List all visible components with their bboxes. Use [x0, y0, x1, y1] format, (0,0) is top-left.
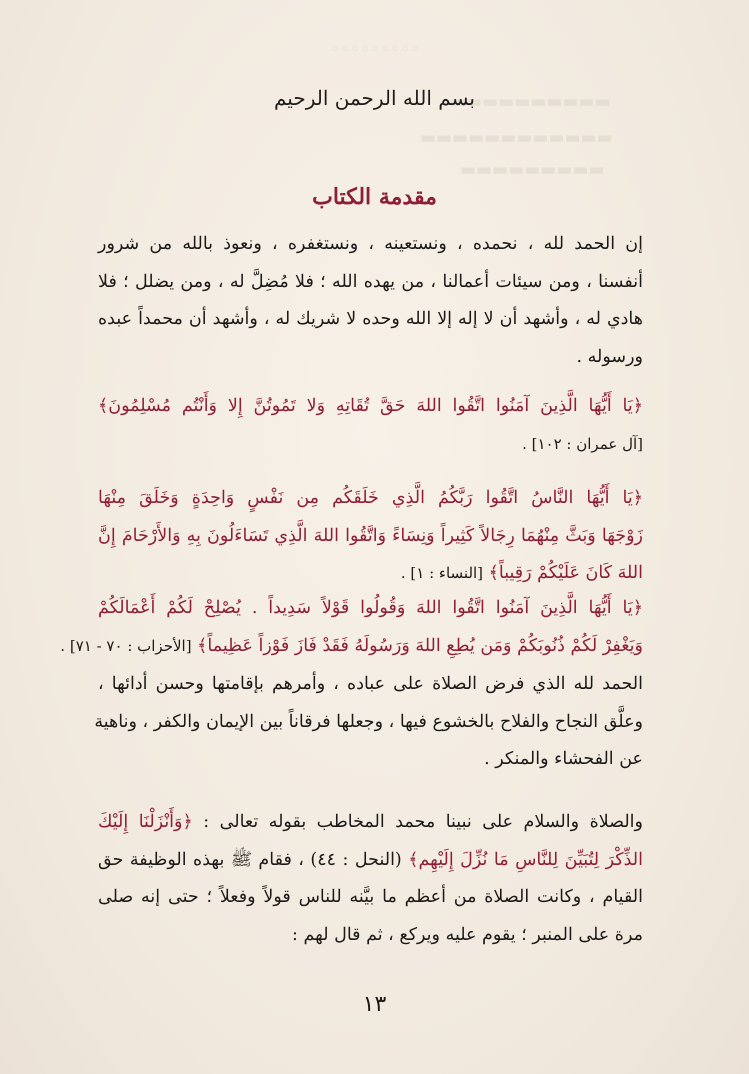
text-line: أنفسنا ، ومن سيئات أعمالنا ، من يهده الله ؛ فلا مُضِلَّ له ، ومن يضلل ؛ فلا — [98, 271, 643, 292]
text-line-with-verse — [98, 842, 643, 880]
verse-line-with-reference — [60, 628, 643, 666]
salutation-paragraph — [98, 804, 643, 954]
verse-reference: [آل عمران : ١٠٢] . — [522, 434, 643, 453]
page-number: ١٣ — [362, 992, 387, 1017]
text-line: الحمد لله الذي فرض الصلاة على عباده ، وأمرهم بإقامتها وحسن أدائها ، — [98, 674, 643, 694]
text-line: القيام ، وكانت الصلاة من أعظم ما بيَّنه للناس قولاً وفعلاً ؛ حتى إنه صلى — [98, 887, 643, 907]
text-line-with-verse — [98, 804, 643, 842]
verse-text: الذِّكْرَ لِتُبَيِّنَ لِلنَّاسِ مَا نُزِّلَ إِلَيْهِم﴾ — [408, 849, 643, 870]
text-line: إن الحمد لله ، نحمده ، ونستعينه ، ونستغفره ، ونعوذ بالله من شرور — [98, 234, 643, 254]
basmala: بسم الله الرحمن الرحيم — [273, 86, 475, 110]
verse-al-imran — [98, 388, 643, 463]
text-line: وعلَّق النجاح والفلاح بالخشوع فيها ، وجعلها فرقاناً بين الإيمان والكفر ، وناهية — [94, 711, 643, 732]
opening-paragraph — [98, 226, 643, 376]
text-line: مرة على المنبر ؛ يقوم عليه ويركع ، ثم قال لهم : — [292, 924, 643, 945]
verse-reference: [الأحزاب : ٧٠ - ٧١] . — [60, 636, 192, 655]
bleed-through-text: ▬▬▬▬▬▬▬▬▬ — [460, 160, 605, 180]
prayer-paragraph — [94, 666, 643, 779]
text-line: هادي له ، وأشهد أن لا إله إلا الله وحده لا شريك له ، وأشهد أن محمداً عبده — [98, 309, 643, 329]
section-title: مقدمة الكتاب — [312, 184, 437, 210]
bleed-through-text: ◦◦◦◦◦◦◦◦◦ — [330, 40, 421, 60]
verse-reference: [النساء : ١] . — [400, 564, 484, 582]
text-line: عن الفحشاء والمنكر . — [484, 749, 643, 769]
verse-al-ahzab — [60, 590, 643, 665]
verse-line: ﴿يَا أَيُّهَا النَّاسُ اتَّقُوا رَبَّكُمُ الَّذِي خَلَقَكُم مِن نَفْسٍ وَاحِدَةٍ وَخَلَقَ مِنْهَا — [98, 488, 643, 508]
text-run: والصلاة والسلام على نبينا محمد المخاطب بقوله تعالى : — [203, 812, 643, 832]
text-run: (النحل : ٤٤) ، فقام ﷺ بهذه الوظيفة حق — [98, 849, 402, 870]
verse-text: ﴿وَأَنْزَلْنَا إِلَيْكَ — [98, 812, 193, 832]
text-line: ورسوله . — [576, 346, 643, 367]
verse-text: اللهَ كَانَ عَلَيْكُمْ رَقِيباً﴾ — [488, 563, 643, 583]
verse-line: ﴿يَا أَيُّهَا الَّذِينَ آمَنُوا اتَّقُوا اللهَ حَقَّ تُقَاتِهِ وَلا تَمُوتُنَّ إِلا وَأَنْتُم مُسْلِمُونَ﴾ — [98, 396, 643, 416]
bleed-through-text: ▬▬▬▬▬▬▬▬▬▬ — [450, 92, 611, 112]
verse-line: زَوْجَهَا وَبَثَّ مِنْهُمَا رِجَالاً كَثِيراً وَنِسَاءً وَاتَّقُوا اللهَ الَّذِي تَسَاءَلُونَ بِهِ وَالأَرْحَامَ إِنَّ — [98, 525, 643, 546]
verse-line: ﴿يَا أَيُّهَا الَّذِينَ آمَنُوا اتَّقُوا اللهَ وَقُولُوا قَوْلاً سَدِيداً . يُصْلِحْ لَكُمْ أَعْمَالَكُمْ — [98, 598, 643, 618]
bleed-through-text: ▬▬▬▬▬▬▬▬▬▬▬▬ — [420, 128, 613, 148]
verse-text: وَيَغْفِرْ لَكُمْ ذُنُوبَكُمْ وَمَن يُطِعِ اللهَ وَرَسُولَهُ فَقَدْ فَازَ فَوْزاً عَظِيماً﴾ — [197, 635, 643, 656]
verse-an-nisa — [98, 480, 643, 593]
verse-line-with-reference — [98, 555, 643, 593]
